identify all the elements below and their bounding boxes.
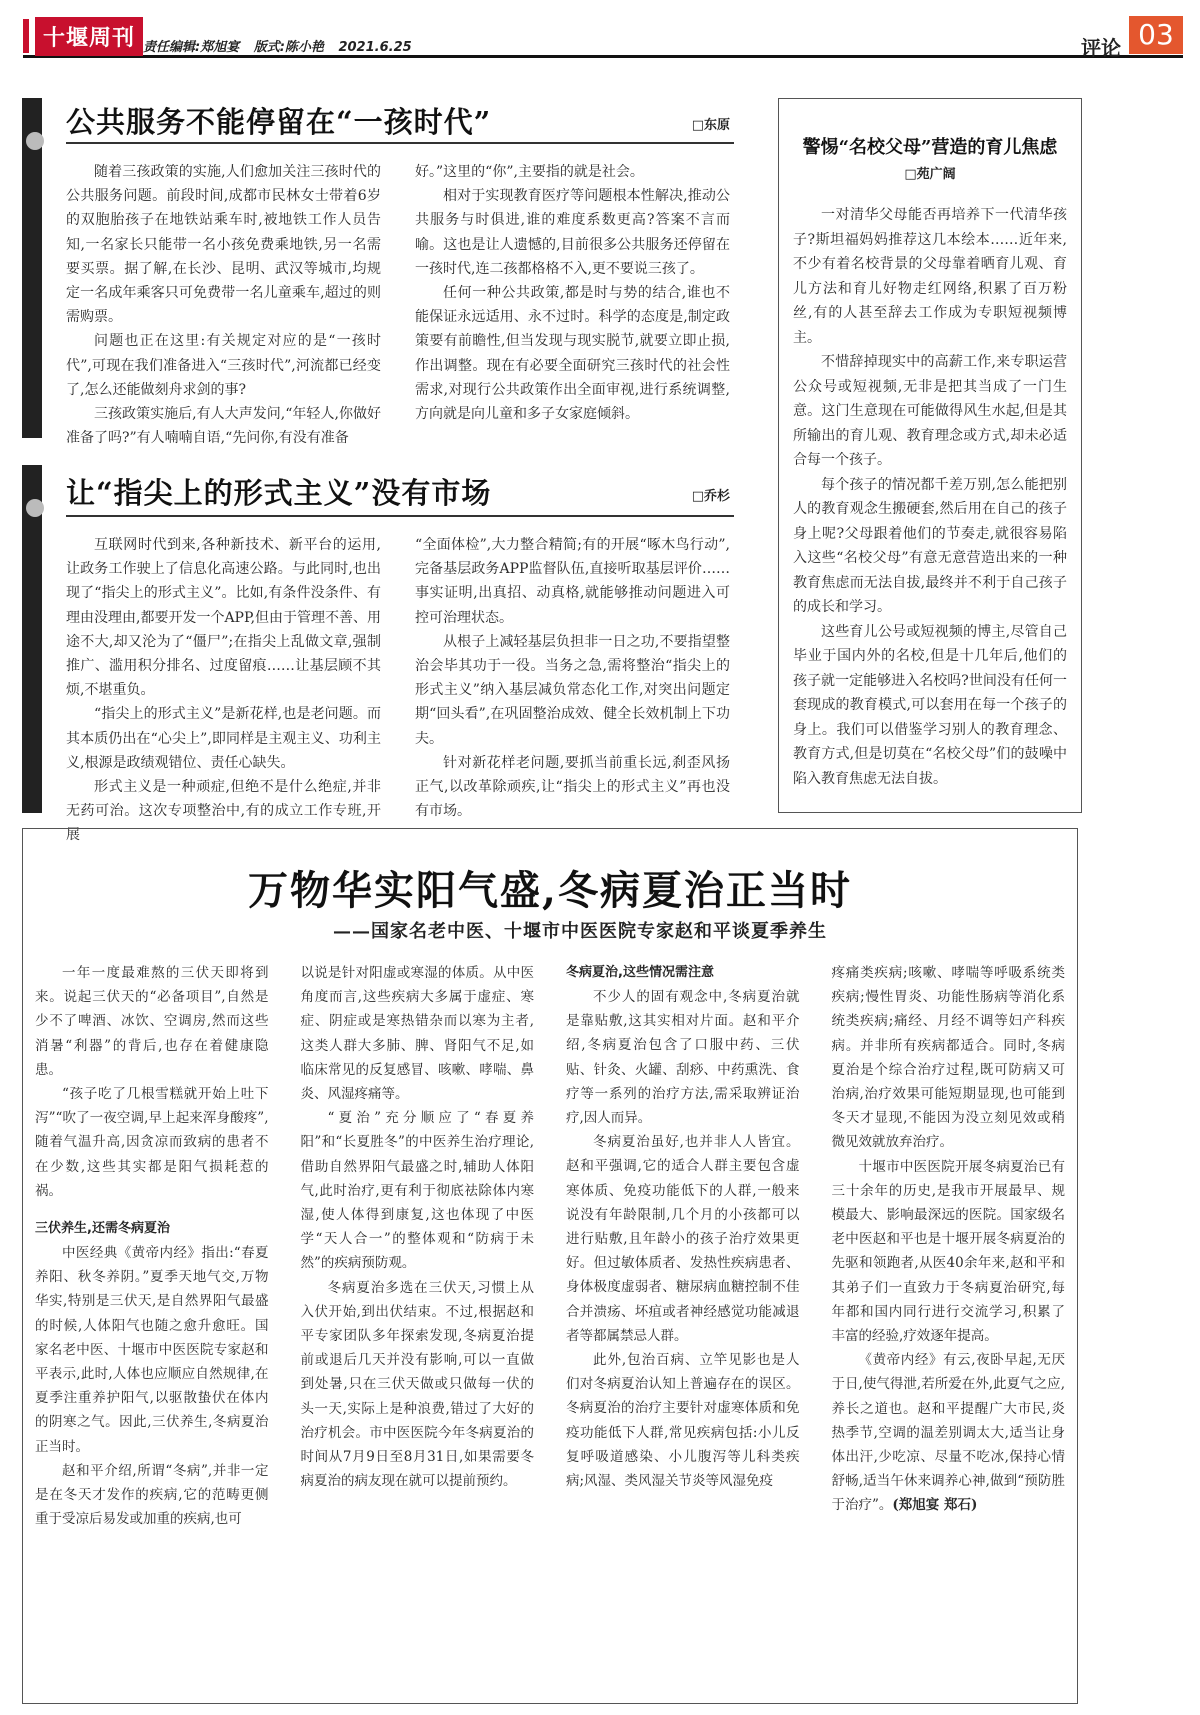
paragraph: “指尖上的形式主义”是新花样,也是老问题。而其本质仍出在“心尖上”,即同样是主观主义、功利主义,根源是政绩观错位、责任心缺失。 <box>66 706 381 771</box>
paragraph: 针对新花样老问题,要抓当前重长远,刹歪风扬正气,以改革除顽疾,让“指尖上的形式主义”再也没有市场。 <box>415 754 730 820</box>
paragraph: 此外,包治百病、立竿见影也是人们对冬病夏治认知上普遍存在的误区。冬病夏治的治疗主要针对虚寒体质和免疫功能低下人群,常见疾病包括:小儿反复呼吸道感染、小儿腹泻等儿科类疾病;风湿、类风湿关节炎等风湿免疫 <box>566 1352 800 1490</box>
paragraph: 问题也正在这里:有关规定对应的是“一孩时代”,可现在我们准备进入“三孩时代”,河流都已经变了,怎么还能做刻舟求剑的事? <box>66 333 381 398</box>
sidebar-author: □苑广阔 <box>904 167 956 182</box>
title-rule <box>66 142 734 144</box>
feature-title: 万物华实阳气盛,冬病夏治正当时 <box>248 867 852 914</box>
article-column-2 <box>415 160 730 450</box>
paragraph: 这些育儿公号或短视频的博主,尽管自己毕业于国内外的名校,但是十几年后,他们的孩子就一定能够进入名校吗?世间没有任何一套现成的教育模式,可以套用在每一个孩子的身上。我们可以借鉴学习别人的教育理念、教育方式,但是切莫在“名校父母”们的鼓噪中陷入教育焦虑无法自拔。 <box>793 623 1067 787</box>
feature-column-2 <box>301 961 535 1531</box>
page-header <box>23 10 1183 58</box>
paragraph: 三孩政策实施后,有人大声发问,“年轻人,你做好准备了吗?”有人喃喃自语,“先问你,有没有准备 <box>66 406 381 447</box>
signature: (郑旭宴 郑石) <box>892 1497 978 1514</box>
section-heading: 三伏养生,还需冬病夏治 <box>35 1221 170 1237</box>
page-number: 03 <box>1129 16 1183 54</box>
paragraph: “全面体检”,大力整合精简;有的开展“啄木鸟行动”,完备基层政务APP监督队伍,直接听取基层评价……事实证明,出真招、动真格,就能够推动问题进入可控可治理状态。 <box>415 537 730 626</box>
editor: 责任编辑:郑旭宴 <box>143 40 240 55</box>
article-bullet-dot <box>26 132 44 150</box>
section-heading: 冬病夏治,这些情况需注意 <box>566 965 714 980</box>
paragraph: 任何一种公共政策,都是时与势的结合,谁也不能保证永远适用、永不过时。科学的态度是,制定政策要有前瞻性,但当发现与现实脱节,就要立即止损,作出调整。现在有必要全面研究三孩时代的社会性需求,对现行公共政策作出全面审视,进行系统调整,方向就是向儿童和多子女家庭倾斜。 <box>415 285 730 423</box>
article-bullet-dot <box>26 499 44 517</box>
paragraph: 相对于实现教育医疗等问题根本性解决,推动公共服务与时俱进,谁的难度系数更高?答案不言而喻。这也是让人遗憾的,目前很多公共服务还停留在一孩时代,连二孩都格格不入,更不要说三孩了。 <box>415 188 730 277</box>
editor-line <box>143 36 422 55</box>
paragraph: 疼痛类疾病;咳嗽、哮喘等呼吸系统类疾病;慢性胃炎、功能性肠病等消化系统类疾病;痛经、月经不调等妇产科疾病。并非所有疾病都适合。同时,冬病夏治是个综合治疗过程,既可防病又可治病,治疗效果可能短期显现,也可能到冬天才显现,不能因为没立刻见效或稍微见效就放弃治疗。 <box>831 965 1065 1151</box>
paragraph: 中医经典《黄帝内经》指出:“春夏养阳、秋冬养阴。”夏季天地气交,万物华实,特别是三伏天,是自然界阳气最盛的时候,人体阳气也随之愈升愈旺。国家名老中医、十堰市中医医院专家赵和平表示,此时,人体也应顺应自然规律,在夏季注重养护阳气,以驱散蛰伏在体内的阴寒之气。因此,三伏养生,冬病夏治正当时。 <box>35 1245 269 1455</box>
title-rule <box>66 515 734 517</box>
paragraph: 十堰市中医医院开展冬病夏治已有三十余年的历史,是我市开展最早、规模最大、影响最深远的医院。国家级名老中医赵和平也是十堰开展冬病夏治的先驱和领跑者,从医40余年来,赵和平和其弟子们一直致力于冬病夏治研究,每年都和国内同行进行交流学习,积累了丰富的经验,疗效逐年提高。 <box>831 1158 1065 1345</box>
paragraph: 互联网时代到来,各种新技术、新平台的运用,让政务工作驶上了信息化高速公路。与此同时,也出现了“指尖上的形式主义”。比如,有条件没条件、有理由没理由,都要开发一个APP,但由于管理不善、用途不大,却又沦为了“僵尸”;在指尖上乱做文章,强制推广、滥用积分排名、过度留痕……让基层顾不其烦,不堪重负。 <box>66 537 382 699</box>
feature-column-1 <box>35 961 269 1531</box>
paragraph: “孩子吃了几根雪糕就开始上吐下泻”“吹了一夜空调,早上起来浑身酸疼”,随着气温升高,因贪凉而致病的患者不在少数,这些其实都是阳气损耗惹的祸。 <box>35 1086 269 1199</box>
paragraph: 冬病夏治虽好,也并非人人皆宜。赵和平强调,它的适合人群主要包含虚寒体质、免疫功能低下的人群,一般来说没有年龄限制,几个月的小孩都可以进行贴敷,且年龄小的孩子治疗效果更好。但过敏体质者、发热性疾病患者、身体极度虚弱者、糖尿病血糖控制不佳合并溃疡、坏疽或者神经感觉功能减退者等都属禁忌人群。 <box>566 1134 800 1344</box>
paragraph: 一年一度最难熬的三伏天即将到来。说起三伏天的“必备项目”,自然是少不了啤酒、冰饮、空调房,然而这些消暑“利器”的背后,也存在着健康隐患。 <box>35 965 269 1078</box>
sidebar-article <box>778 98 1082 813</box>
paragraph <box>832 1348 1066 1517</box>
paragraph: 每个孩子的情况都千差万别,怎么能把别人的教育观念生搬硬套,然后用在自己的孩子身上呢?父母跟着他们的节奏走,就很容易陷入这些“名校父母”有意无意营造出来的一种教育焦虑而无法自拔,最终并不利于自己孩子的成长和学习。 <box>793 476 1067 615</box>
paragraph: 好。”这里的“你”,主要指的就是社会。 <box>415 164 644 180</box>
paragraph: 不少人的固有观念中,冬病夏治就是靠贴敷,这其实相对片面。赵和平介绍,冬病夏治包含了口服中药、三伏贴、针灸、火罐、刮痧、中药熏洗、食疗等一系列的治疗方法,需采取辨证治疗,因人而异。 <box>566 989 800 1127</box>
paragraph: 赵和平介绍,所谓“冬病”,并非一定是在冬天才发作的疾病,它的范畴更侧重于受凉后易发或加重的疾病,也可 <box>35 1462 269 1528</box>
article-body <box>66 533 730 848</box>
feature-article <box>22 828 1078 1704</box>
paragraph: 不惜辞掉现实中的高薪工作,来专职运营公众号或短视频,无非是把其当成了一门生意。这门生意现在可能做得风生水起,但是其所输出的育儿观、教育理念或方式,却未必适合每一个孩子。 <box>793 354 1067 468</box>
feature-subtitle: ——国家名老中医、十堰市中医医院专家赵和平谈夏季养生 <box>333 921 827 942</box>
paragraph-text: 《黄帝内经》有云,夜卧早起,无厌于日,使气得泄,若所爱在外,此夏气之应,养长之道也。赵和平提醒广大市民,炎热季节,空调的温差别调太大,适当让身体出汗,少吃凉、尽量不吃冰,保持心情舒畅,适当午休来调养心神,做到“预防胜于治疗”。 <box>831 1352 1065 1514</box>
paragraph: 从根子上减轻基层负担非一日之功,不要指望整治会毕其功于一役。当务之急,需将整治“指尖上的形式主义”纳入基层减负常态化工作,对突出问题定期“回头看”,在巩固整治成效、健全长效机制上下功夫。 <box>415 633 730 747</box>
article-title: 公共服务不能停留在“一孩时代” <box>66 105 492 139</box>
article-title: 让“指尖上的形式主义”没有市场 <box>66 476 492 510</box>
article-column-2 <box>415 533 730 848</box>
issue-date: 2021.6.25 <box>338 40 412 55</box>
paragraph: 随着三孩政策的实施,人们愈加关注三孩时代的公共服务问题。前段时间,成都市民林女士带着6岁的双胞胎孩子在地铁站乘车时,被地铁工作人员告知,一名家长只能带一名小孩免费乘地铁,另一名需要买票。据了解,在长沙、昆明、武汉等城市,均规定一名成年乘客只可免费带一名儿童乘车,超过的则需购票。 <box>66 164 381 326</box>
feature-column-4 <box>832 961 1066 1531</box>
sidebar-title: 警惕“名校父母”营造的育儿焦虑 <box>802 137 1058 158</box>
paragraph: 以说是针对阳虚或寒湿的体质。从中医角度而言,这些疾病大多属于虚症、寒症、阴症或是寒热错杂而以寒为主者,这类人群大多肺、脾、肾阳气不足,如临床常见的反复感冒、咳嗽、哮喘、鼻炎、风湿疼痛等。 <box>300 965 534 1103</box>
article-side-bar <box>22 465 42 813</box>
article-public-service <box>22 98 734 447</box>
masthead-mark <box>23 19 29 53</box>
feature-column-3 <box>566 961 800 1531</box>
masthead <box>23 16 143 56</box>
feature-body <box>35 961 1065 1531</box>
layout-editor: 版式:陈小艳 <box>253 40 324 55</box>
section-label: 评论 <box>1081 36 1121 60</box>
article-column-1 <box>66 160 381 450</box>
paper-name: 十堰周刊 <box>35 17 143 56</box>
article-body <box>66 160 730 450</box>
article-author: □乔杉 <box>691 489 730 504</box>
article-column-1 <box>66 533 381 848</box>
article-author: □东原 <box>691 118 730 133</box>
paragraph: 形式主义是一种顽症,但绝不是什么绝症,并非无药可治。这次专项整治中,有的成立工作专班,开展 <box>66 779 381 844</box>
sidebar-body <box>793 203 1067 791</box>
paragraph: “夏治”充分顺应了“春夏养阳”和“长夏胜冬”的中医养生治疗理论,借助自然界阳气最盛之时,辅助人体阳气,此时治疗,更有利于彻底祛除体内寒湿,使人体得到康复,这也体现了中医学“天人合一”的整体观和“防病于未然”的疾病预防观。 <box>300 1110 534 1272</box>
paragraph: 冬病夏治多选在三伏天,习惯上从入伏开始,到出伏结束。不过,根据赵和平专家团队多年探索发现,冬病夏治提前或退后几天并没有影响,可以一直做到处暑,只在三伏天做或只做每一伏的头一天,实际上是种浪费,错过了大好的治疗机会。市中医医院今年冬病夏治的时间从7月9日至8月31日,如果需要冬病夏治的病友现在就可以提前预约。 <box>300 1279 534 1490</box>
paragraph: 一对清华父母能否再培养下一代清华孩子?斯坦福妈妈推荐这几本绘本……近年来,不少有着名校背景的父母靠着晒育儿观、育儿方法和育儿好物走红网络,积累了百万粉丝,有的人甚至辞去工作成为专职短视频博主。 <box>793 207 1067 346</box>
article-fingertip-formalism <box>22 465 734 844</box>
